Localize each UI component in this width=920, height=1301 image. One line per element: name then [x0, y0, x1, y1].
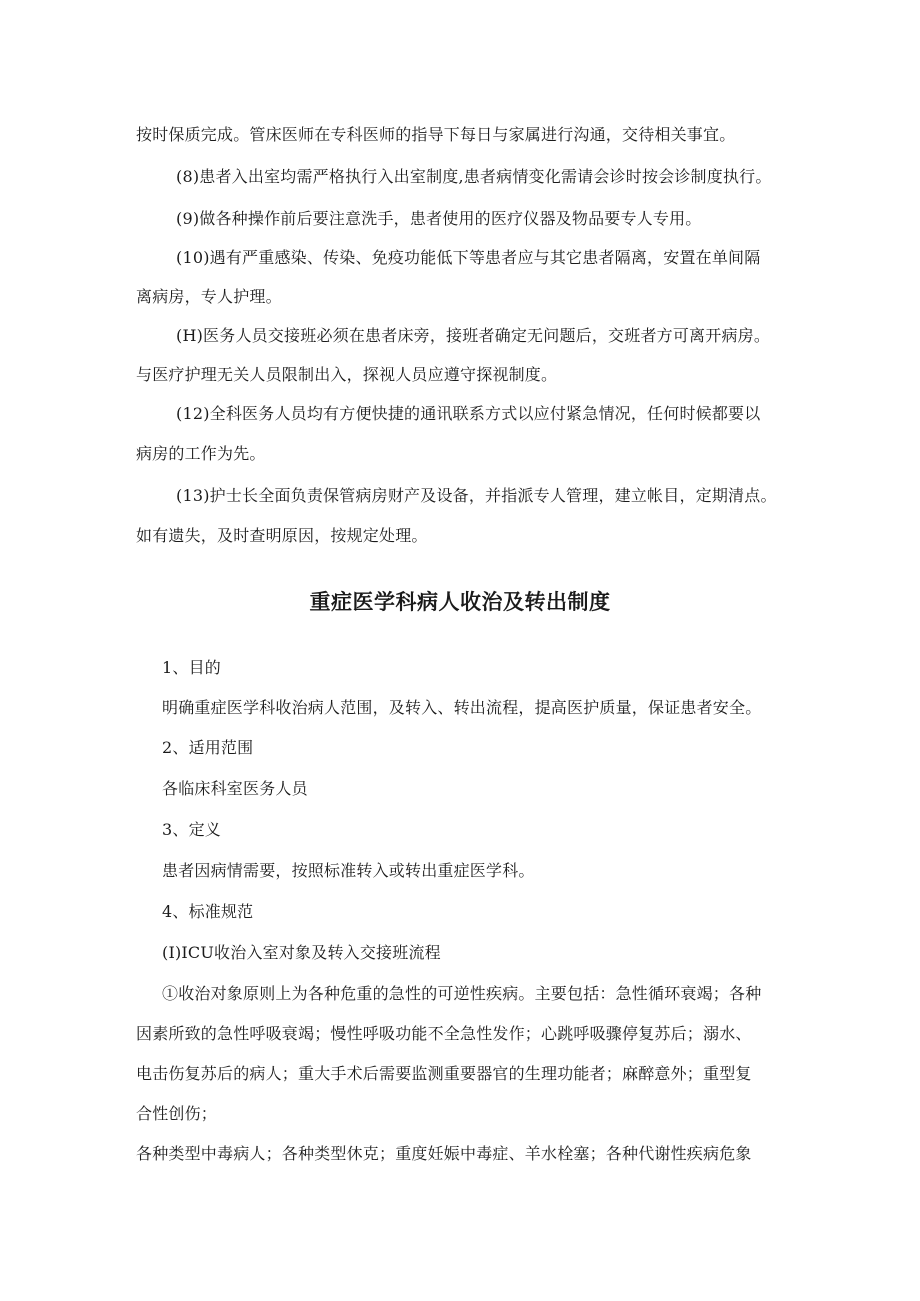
scope-body: 各临床科室医务人员	[162, 779, 308, 798]
definition-body: 患者因病情需要，按照标准转入或转出重症医学科。	[162, 861, 535, 880]
paragraph-11-line2: 与医疗护理无关人员限制出入，探视人员应遵守探视制度。	[136, 365, 558, 384]
heading-scope: 2、适用范围	[162, 738, 254, 757]
paragraph-12-line1: (12)全科医务人员均有方便快捷的通讯联系方式以应付紧急情况，任何时候都要以	[176, 404, 761, 423]
item1-line2: 因素所致的急性呼吸衰竭；慢性呼吸功能不全急性发作；心跳呼吸骤停复苏后；溺水、	[136, 1024, 752, 1043]
item1-line5: 各种类型中毒病人；各种类型休克；重度妊娠中毒症、羊水栓塞；各种代谢性疾病危象	[136, 1144, 752, 1163]
paragraph-10-line1: (10)遇有严重感染、传染、免疫功能低下等患者应与其它患者隔离，安置在单间隔	[176, 248, 761, 267]
paragraph-9: (9)做各种操作前后要注意洗手，患者使用的医疗仪器及物品要专人专用。	[176, 209, 702, 228]
item1-line3: 电击伤复苏后的病人；重大手术后需要监测重要器官的生理功能者；麻醉意外；重型复	[136, 1064, 752, 1083]
paragraph-10-line2: 离病房，专人护理。	[136, 287, 282, 306]
item1-line1: ①收治对象原则上为各种危重的急性的可逆性疾病。主要包括：急性循环衰竭；各种	[162, 984, 762, 1003]
paragraph-13-line2: 如有遗失，及时查明原因，按规定处理。	[136, 526, 428, 545]
paragraph-8: (8)患者入出室均需严格执行入出室制度,患者病情变化需请会诊时按会诊制度执行。	[176, 167, 772, 186]
heading-purpose: 1、目的	[162, 658, 221, 677]
item1-line4: 合性创伤；	[136, 1104, 218, 1123]
paragraph-13-line1: (13)护士长全面负责保管病房财产及设备，并指派专人管理，建立帐目，定期清点。	[176, 486, 777, 505]
purpose-body: 明确重症医学科收治病人范围，及转入、转出流程，提高医护质量，保证患者安全。	[162, 698, 762, 717]
paragraph-7-tail: 按时保质完成。管床医师在专科医师的指导下每日与家属进行沟通，交待相关事宜。	[136, 125, 736, 144]
heading-definition: 3、定义	[162, 820, 221, 839]
paragraph-11-line1: (H)医务人员交接班必须在患者床旁，接班者确定无问题后，交班者方可离开病房。	[176, 326, 771, 345]
standards-subheading: (I)ICU收治入室对象及转入交接班流程	[162, 943, 441, 962]
heading-standards: 4、标准规范	[162, 902, 254, 921]
paragraph-12-line2: 病房的工作为先。	[136, 444, 266, 463]
section-title: 重症医学科病人收治及转出制度	[309, 590, 611, 614]
